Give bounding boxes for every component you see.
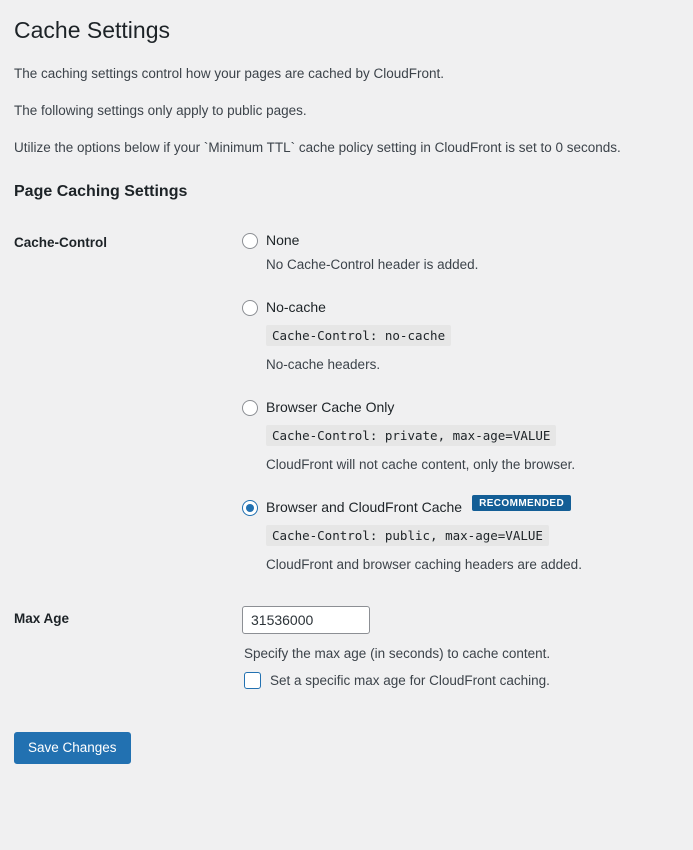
checkbox-label-cloudfront-max-age: Set a specific max age for CloudFront caching. xyxy=(270,672,550,688)
option-description-no-cache: No-cache headers. xyxy=(266,356,381,372)
intro-paragraph-3: Utilize the options below if your `Minimum TTL` cache policy setting in CloudFront is set to 0 seconds. xyxy=(14,140,621,156)
cache-control-option-browser-only[interactable] xyxy=(242,397,669,475)
option-description-browser-and-cloudfront-cache: CloudFront and browser caching headers are added. xyxy=(266,557,582,573)
option-header-no-cache: Cache-Control: no-cache xyxy=(266,325,451,346)
checkbox-cloudfront-max-age[interactable] xyxy=(244,672,261,689)
radio-browser-cache-only[interactable] xyxy=(242,400,258,416)
cloudfront-max-age-checkbox-row[interactable] xyxy=(244,672,669,689)
option-description-browser-cache-only: CloudFront will not cache content, only the browser. xyxy=(266,457,576,473)
cache-control-option-none[interactable] xyxy=(242,230,669,275)
max-age-description: Specify the max age (in seconds) to cache content. xyxy=(244,645,551,661)
option-header-browser-cache-only: Cache-Control: private, max-age=VALUE xyxy=(266,425,556,446)
max-age-label: Max Age xyxy=(14,610,70,626)
cache-control-label: Cache-Control xyxy=(14,234,108,250)
radio-label-no-cache: No-cache xyxy=(266,298,326,315)
table-row-max-age xyxy=(14,591,679,704)
radio-label-none: None xyxy=(266,231,300,248)
max-age-input[interactable] xyxy=(242,606,370,634)
intro-paragraph-2: The following settings only apply to public pages. xyxy=(14,103,307,119)
table-row-cache-control xyxy=(14,215,679,591)
radio-label-browser-cache-only: Browser Cache Only xyxy=(266,399,395,416)
radio-no-cache[interactable] xyxy=(242,300,258,316)
intro-paragraph-1: The caching settings control how your pages are cached by CloudFront. xyxy=(14,65,444,81)
submit-row xyxy=(14,732,679,774)
settings-form-table xyxy=(14,215,679,704)
section-title-page-caching: Page Caching Settings xyxy=(14,182,188,200)
status-badge-recommended: RECOMMENDED xyxy=(472,495,571,511)
save-changes-button[interactable]: Save Changes xyxy=(14,732,131,764)
cache-control-option-no-cache[interactable] xyxy=(242,297,669,375)
cache-control-radio-group xyxy=(242,230,669,576)
radio-label-browser-and-cloudfront-cache: Browser and CloudFront Cache xyxy=(266,499,463,516)
page-title: Cache Settings xyxy=(14,17,170,43)
radio-browser-and-cloudfront-cache[interactable] xyxy=(242,500,258,516)
option-description-none: No Cache-Control header is added. xyxy=(266,256,479,272)
radio-none[interactable] xyxy=(242,233,258,249)
option-header-browser-and-cloudfront-cache: Cache-Control: public, max-age=VALUE xyxy=(266,525,549,546)
cache-control-option-browser-and-cloudfront[interactable] xyxy=(242,497,669,575)
